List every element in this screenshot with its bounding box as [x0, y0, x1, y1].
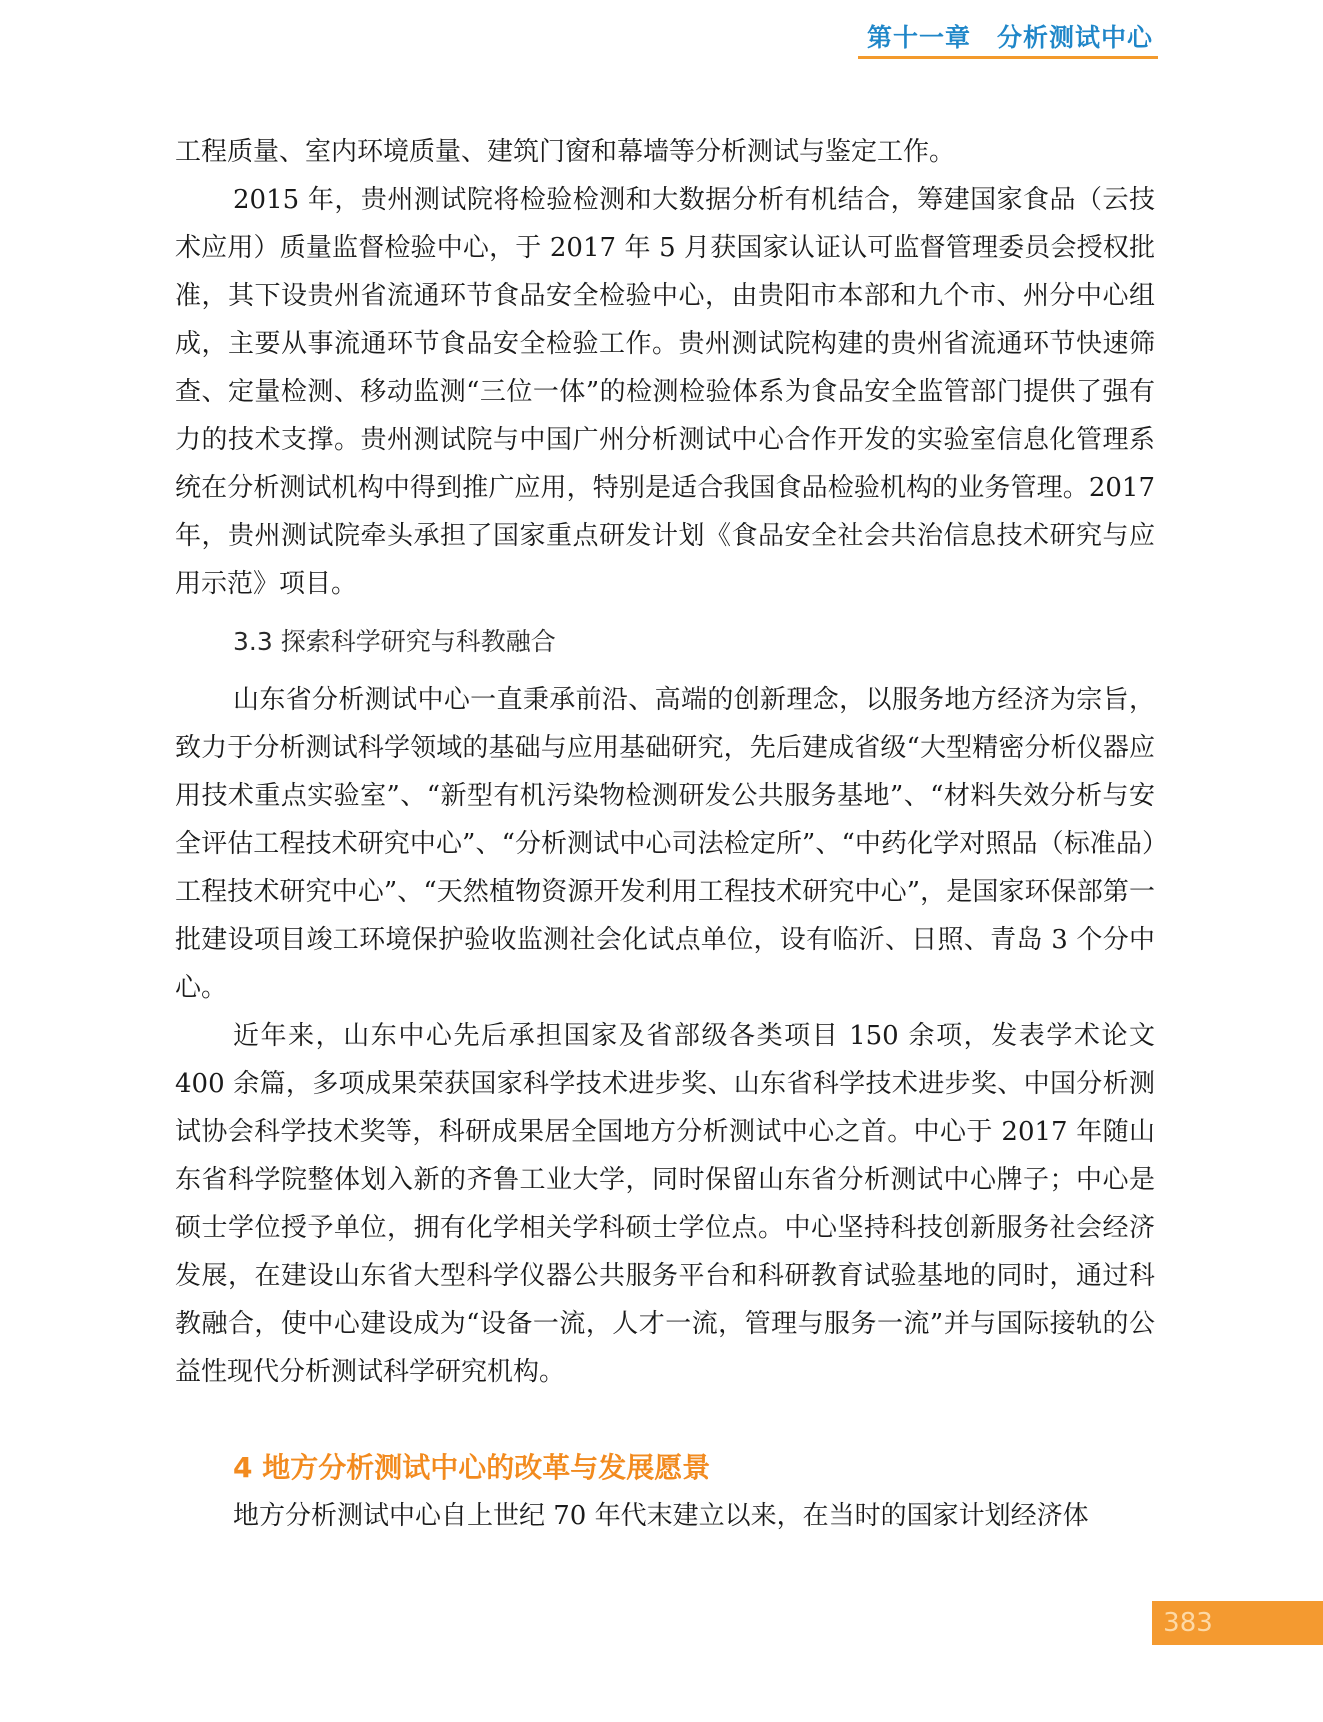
- paragraph-continued: 工程质量、室内环境质量、建筑门窗和幕墙等分析测试与鉴定工作。: [175, 137, 956, 167]
- chapter-label: 第十一章: [866, 23, 971, 52]
- header-rule: [858, 56, 1158, 59]
- paragraph-reform: 地方分析测试中心自上世纪 70 年代末建立以来，在当时的国家计划经济体: [233, 1501, 1089, 1531]
- section-heading: 4 地方分析测试中心的改革与发展愿景: [233, 1451, 711, 1484]
- running-header: [867, 18, 1153, 54]
- paragraph-shandong: 山东省分析测试中心一直秉承前沿、高端的创新理念，以服务地方经济为宗旨，致力于分析测试科学领域的基础与应用基础研究，先后建成省级“大型精密分析仪器应用技术重点实验室”、“新型有机污染物检测研发公共服务基地”、“材料失效分析与安全评估工程技术研究中心”、“分析测试中心司法检定所”、“中药化学对照品（标准品）工程技术研究中心”、“天然植物资源开发利用工程技术研究中心”，是国家环保部第一批建设项目竣工环境保护验收监测社会化试点单位，设有临沂、日照、青岛 3 个分中心。: [175, 685, 1155, 1003]
- page-number: 383: [1163, 1608, 1213, 1638]
- page-body: [175, 128, 1155, 1540]
- subsection-heading: 3.3 探索科学研究与科教融合: [233, 627, 556, 656]
- paragraph-guizhou: 2015 年，贵州测试院将检验检测和大数据分析有机结合，筹建国家食品（云技术应用）质量监督检验中心，于 2017 年 5 月获国家认证认可监督管理委员会授权批准，其下设贵州省流通环节食品安全检验中心，由贵阳市本部和九个市、州分中心组成，主要从事流通环节食品安全检验工作。贵州测试院构建的贵州省流通环节快速筛查、定量检测、移动监测“三位一体”的检测检验体系为食品安全监管部门提供了强有力的技术支撑。贵州测试院与中国广州分析测试中心合作开发的实验室信息化管理系统在分析测试机构中得到推广应用，特别是适合我国食品检验机构的业务管理。2017 年，贵州测试院牵头承担了国家重点研发计划《食品安全社会共治信息技术研究与应用示范》项目。: [175, 185, 1155, 599]
- chapter-title: 分析测试中心: [996, 23, 1153, 52]
- page-number-box: [1152, 1601, 1323, 1645]
- paragraph-recent-years: 近年来，山东中心先后承担国家及省部级各类项目 150 余项，发表学术论文 400 余篇，多项成果荣获国家科学技术进步奖、山东省科学技术进步奖、中国分析测试协会科学技术奖等，科研成果居全国地方分析测试中心之首。中心于 2017 年随山东省科学院整体划入新的齐鲁工业大学，同时保留山东省分析测试中心牌子；中心是硕士学位授予单位，拥有化学相关学科硕士学位点。中心坚持科技创新服务社会经济发展，在建设山东省大型科学仪器公共服务平台和科研教育试验基地的同时，通过科教融合，使中心建设成为“设备一流，人才一流，管理与服务一流”并与国际接轨的公益性现代分析测试科学研究机构。: [175, 1021, 1155, 1387]
